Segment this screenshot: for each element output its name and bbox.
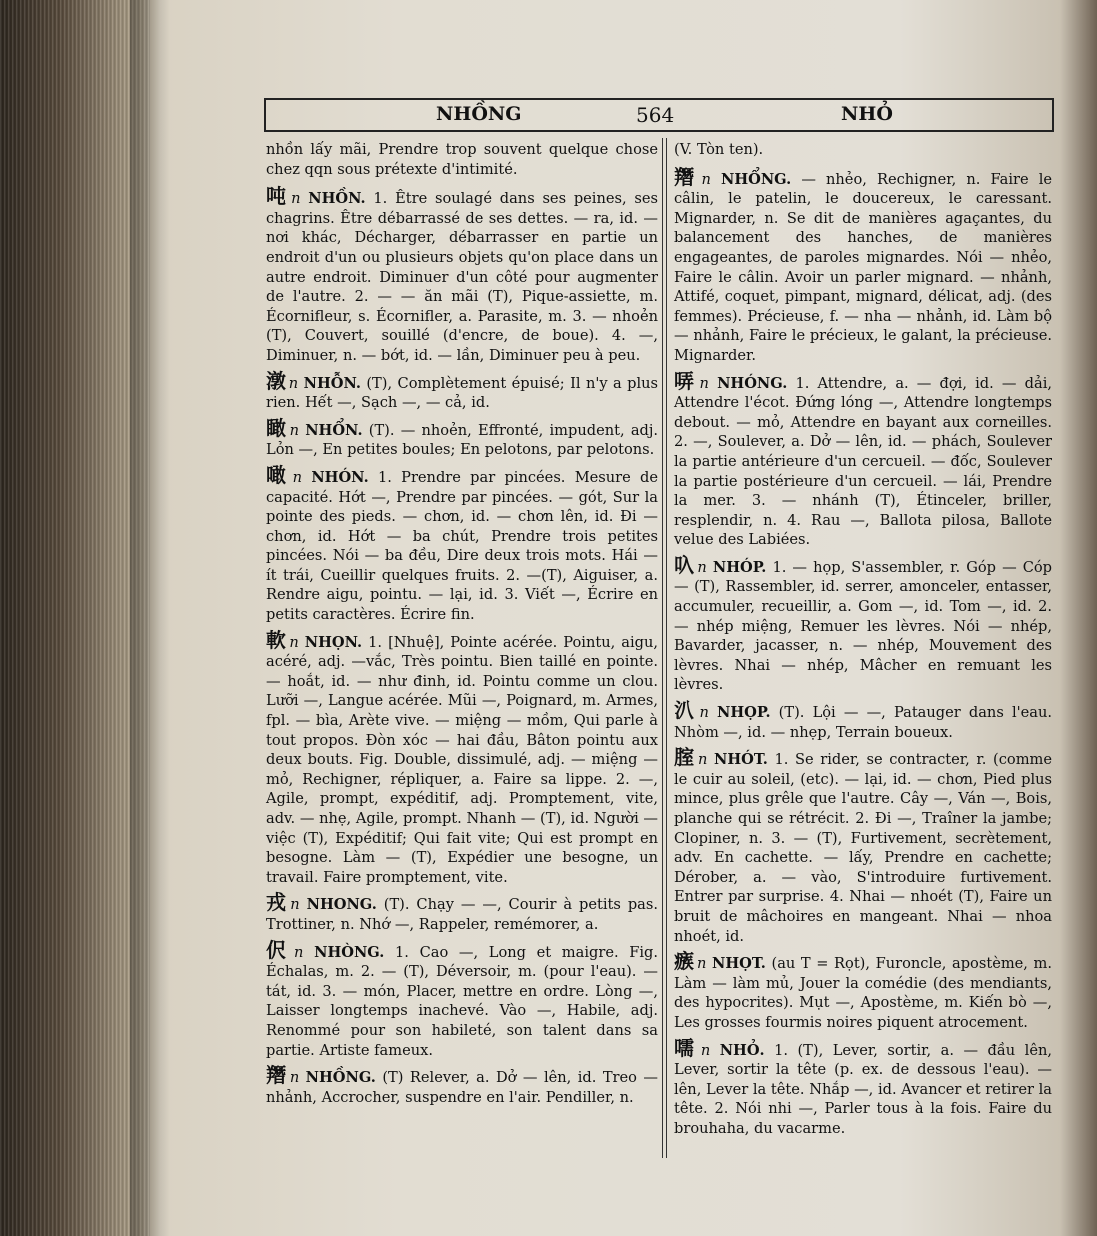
- entry-character: 戎: [266, 890, 289, 915]
- entry-text: 1. Se rider, se contracter, r. (comme le cuir au soleil, (etc). — lại, id. — chơn, Pied plus mince, plus grêle que l'autre. Cây —, Ván —, Bois, planche qui se rétrécit. 2. Đi —, Traîner la jambe; Clopiner, n. 3. — (T), Furtivement, secrètement, adv. En cachette. — lấy, Prendre en cachette; Dérober, a. — vào, S'introduire furtivement. Entrer par surprise. 4. Nhai — nhoét (T), Faire un bruit de mâchoires en mangeant. Nhai — nhoa nhoét, id.: [674, 751, 1053, 945]
- entry-text: (T). Chạy — —, Courir à petits pas. Trottiner, n. Nhớ —, Rappeler, remémorer, a.: [266, 896, 658, 933]
- entry-marker: n: [699, 704, 709, 722]
- entry-character: 伬: [266, 937, 293, 962]
- continuation-text: nhồn lấy mãi, Prendre trop souvent quelque chose chez qqn sous prétexte d'intimité.: [266, 141, 658, 178]
- entry-text: 1. Attendre, a. — đợi, id. — dải, Attendre l'écot. Đứng lóng —, Attendre longtemps debout. — mỏ, Attendre en bayant aux corneilles. 2. —, Soulever, a. Dở — lên, id. — phách, Soulever la partie antérieure d'un cercueil. — đốc, Soulever la partie postérieure d'un cercueil. — lái, Prendre la mer. 3. — nhánh (T), Étinceler, briller, resplendir, n. 4. Rau —, Ballota pilosa, Ballote velue des Labiées.: [674, 374, 1053, 549]
- dictionary-entry: [266, 890, 658, 934]
- entry-headword: NHỖN.: [303, 374, 361, 392]
- entry-marker: n: [290, 896, 300, 914]
- continuation-text: (V. Tòn ten).: [674, 141, 764, 158]
- entry-character: 瘯: [674, 949, 695, 974]
- entry-marker: n: [697, 558, 707, 576]
- entry-headword: NHỒN.: [308, 190, 366, 208]
- entry-headword: NHÓT.: [713, 751, 768, 769]
- entry-text: (T). — nhoẻn, Effronté, impudent, adj. Lỏn —, En petites boules; En pelotons, par pelotons.: [266, 421, 659, 459]
- entry-character: 吨: [266, 184, 290, 209]
- dictionary-entry: [266, 184, 658, 365]
- entry-headword: NHỔN.: [305, 421, 363, 439]
- entry-character: 哢: [674, 368, 698, 393]
- running-header: [264, 98, 1054, 132]
- entry-headword: NHÓNG.: [717, 374, 788, 392]
- dictionary-entry: [266, 1063, 659, 1107]
- header-right-headword: NHỎ: [841, 103, 893, 125]
- dictionary-entry: [674, 698, 1052, 742]
- entry-marker: n: [291, 190, 301, 208]
- entry-headword: NHỎ.: [719, 1041, 765, 1059]
- entry-marker: n: [289, 421, 299, 439]
- entry-marker: n: [289, 1069, 300, 1087]
- entry-headword: NHỔNG.: [720, 170, 792, 188]
- entry-character: 嚅: [674, 1035, 699, 1060]
- entry-headword: NHỌN.: [304, 633, 363, 651]
- entry-headword: NHÓP.: [712, 558, 767, 576]
- entry-text: — nhẻo, Rechigner, n. Faire le câlin, le patelin, le doucereux, le caressant. Mignarder, n. Se dit de manières agaçantes, du balancement des hanches, de manières engageantes, de paroles mignardes. Nói — nhẻo, Faire le câlin. Avoir un parler mignard. — nhảnh, Attifé, coquet, pimpant, mignard, délicat, adj. (des femmes). Précieuse, f. — nha — nhảnh, id. Làm bộ — nhảnh, Faire le précieux, le galant, la précieuse. Mignarder.: [674, 170, 1053, 364]
- entry-text: (au T = Rọt), Furoncle, apostème, m. Làm — làm mủ, Jouer la comédie (des mendiants, des hypocrites). Mụt —, Apostème, m. Kiến bò —, Les grosses fourmis noires piquent atrocement.: [674, 955, 1053, 1031]
- entry-character: 噉: [266, 462, 291, 487]
- entry-marker: n: [696, 955, 707, 973]
- dictionary-entry: [674, 368, 1053, 550]
- entry-headword: NHÓN.: [311, 468, 369, 486]
- page-number: 564: [636, 103, 675, 127]
- column-divider: [662, 138, 667, 1158]
- entry-marker: n: [288, 374, 299, 392]
- dictionary-entry: [266, 937, 659, 1061]
- entry-marker: n: [699, 374, 709, 392]
- entry-headword: NHỒNG.: [305, 1069, 376, 1087]
- right-column: [674, 140, 1052, 1145]
- entry-headword: NHỌP.: [717, 704, 771, 722]
- entry-marker: n: [292, 468, 303, 486]
- entry-character: 軟: [266, 627, 288, 652]
- entry-headword: NHỌT.: [711, 955, 766, 973]
- entry-character: 腟: [674, 745, 696, 770]
- entry-marker: n: [700, 1041, 711, 1059]
- left-column: [266, 140, 658, 1113]
- entry-character: 汃: [674, 698, 698, 723]
- dictionary-entry: [266, 627, 659, 888]
- gutter-shadow: [130, 0, 170, 1236]
- entry-character: 叺: [674, 552, 696, 577]
- dictionary-entry: [266, 462, 659, 625]
- entry-text: 1. Prendre par pincées. Mesure de capacité. Hớt —, Prendre par pincées. — gót, Sur la pointe des pieds. — chơn, id. — chơn lên, id. Đi — chơn, id. Hớt — ba chút, Prendre trois petites pincées. Nói — ba đều, Dire deux trois mots. Hái — ít trái, Cueillir quelques fruits. 2. —(T), Aiguiser, a. Rendre aigu, pointu. — lại, id. 3. Viết —, Écrire en petits caractères. Écrire fin.: [266, 468, 659, 624]
- page-edges: [0, 0, 150, 1236]
- entry-text: 1. [Nhuệ], Pointe acérée. Pointu, aigu, acéré, adj. —vắc, Très pointu. Bien taillé en pointe. — hoắt, id. — như đinh, id. Pointu comme un clou. Lưỡi —, Langue acérée. Mũi —, Poignard, m. Armes, fpl. — bìa, Arète vive. — miệng — mồm, Qui parle à tout propos. Đòn xóc — hai đầu, Bâton pointu aux deux bouts. Fig. Double, dissimulé, adj. — miệng — mỏ, Rechigner, répliquer, a. Faire sa lippe. 2. —, Agile, prompt, expéditif, adj. Promptement, vite, adv. — nhẹ, Agile, prompt. Nhanh — (T), id. Người — việc (T), Expéditif; Qui fait vite; Qui est prompt en besogne. Làm — (T), Expédier une besogne, un travail. Faire promptement, vite.: [266, 633, 659, 886]
- dictionary-entry: [674, 949, 1053, 1032]
- entry-text: 1. Être soulagé dans ses peines, ses chagrins. Être débarrassé de ses dettes. — ra, id. — nơi khác, Décharger, débarrasser en partie un endroit d'un ou plusieurs objets qu'on place dans un autre endroit. Diminuer d'un côté pour augmenter de l'autre. 2. — — ăn mãi (T), Pique-assiette, m. Écornifleur, s. Écornifler, a. Parasite, m. 3. — nhoẻn (T), Couvert, souillé (d'encre, de boue). 4. —, Diminuer, n. — bớt, id. — lần, Diminuer peu à peu.: [266, 190, 658, 364]
- entry-text: (T). Lội — —, Patauger dans l'eau. Nhòm —, id. — nhẹp, Terrain boueux.: [674, 704, 1052, 741]
- dictionary-entry: [266, 415, 659, 460]
- dictionary-entry: [266, 368, 659, 413]
- entry-headword: NHÒNG.: [314, 943, 385, 961]
- dictionary-entry: [674, 164, 1053, 366]
- dictionary-entry: [674, 745, 1053, 946]
- entry-character: 䍼: [266, 1063, 288, 1088]
- entry-marker: n: [294, 943, 304, 961]
- entry-character: 䍼: [674, 164, 700, 189]
- entry-character: 瞰: [266, 415, 288, 440]
- entry-text: (T) Relever, a. Dở — lên, id. Treo —nhảnh, Accrocher, suspendre en l'air. Pendiller, n.: [266, 1069, 659, 1106]
- entry-text: 1. Cao —, Long et maigre. Fig. Échalas, m. 2. — (T), Déversoir, m. (pour l'eau). — tát, id. 3. — món, Placer, mettre en ordre. Lòng —, Laisser longtemps inachevé. Vào —, Habile, adj. Renommé pour son habileté, son talent dans sa partie. Artiste fameux.: [266, 943, 659, 1059]
- entry-headword: NHONG.: [306, 896, 377, 914]
- entry-text: 1. — họp, S'assembler, r. Góp — Cóp — (T), Rassembler, id. serrer, amonceler, entasser, accumuler, recueillir, a. Gom —, id. Tom —, id. 2. — nhép miệng, Remuer les lèvres. Nói — nhép, Bavarder, jacasser, n. — nhép, Mouvement des lèvres. Nhai — nhép, Mâcher en remuant les lèvres.: [674, 558, 1053, 694]
- entry-text: (T), Complètement épuisé; Il n'y a plus rien. Hết —, Sạch —, — cả, id.: [266, 374, 659, 412]
- header-left-headword: NHỒNG: [436, 103, 522, 125]
- entry-marker: n: [289, 633, 299, 651]
- entry-text: 1. (T), Lever, sortir, a. — đầu lên, Lever, sortir la tête (p. ex. de dessous l'eau). — lên, Lever la tête. Nhắp —, id. Avancer et retirer la tête. 2. Nói nhi —, Parler tous à la fois. Faire du brouhaha, du vacarme.: [674, 1041, 1052, 1137]
- entry-marker: n: [701, 170, 711, 188]
- dictionary-entry: [674, 1035, 1052, 1139]
- entry-marker: n: [697, 751, 708, 769]
- dictionary-entry: [674, 552, 1053, 695]
- entry-character: 潡: [266, 368, 287, 393]
